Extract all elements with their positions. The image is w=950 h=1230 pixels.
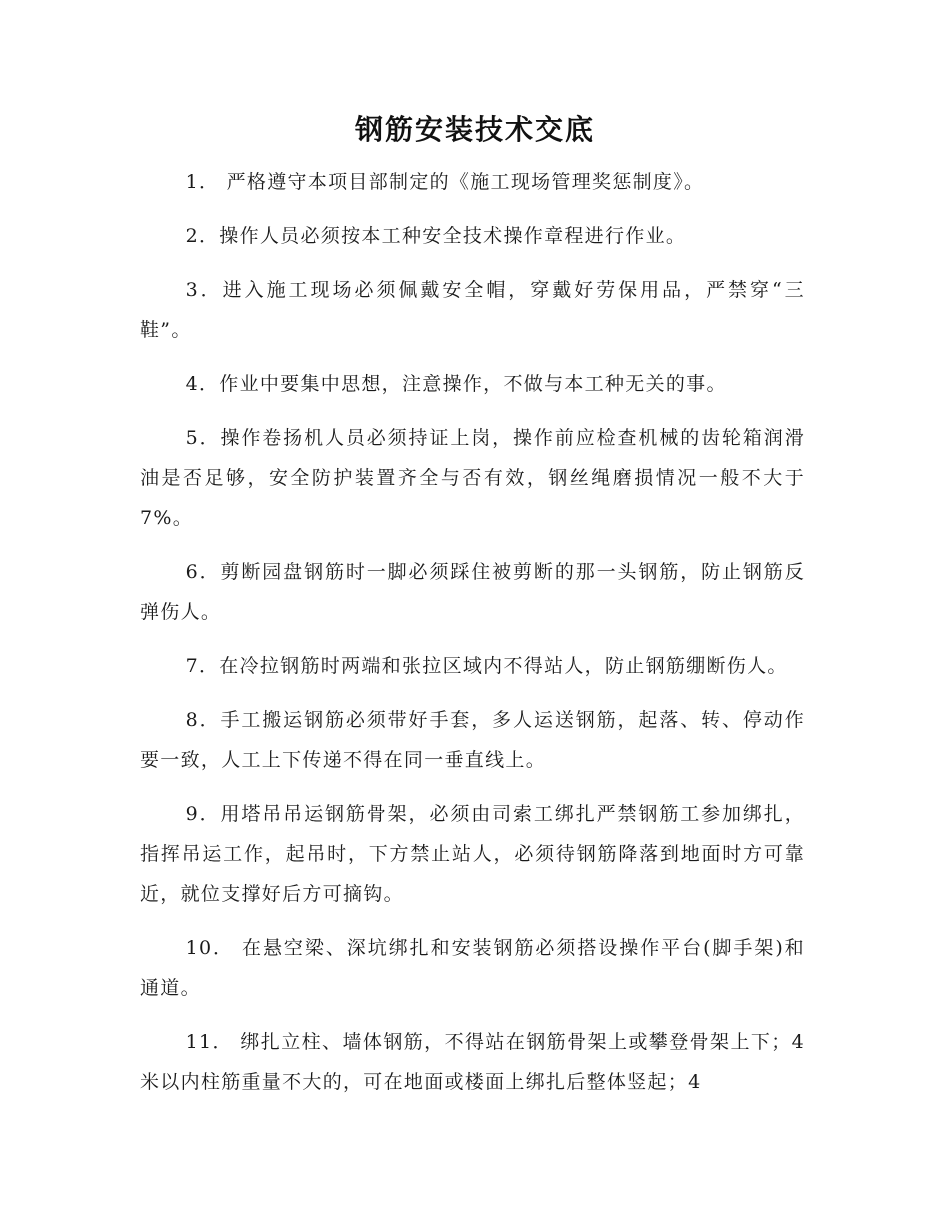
document-body [140, 162, 805, 1116]
paragraph-9: 9．用塔吊吊运钢筋骨架，必须由司索工绑扎严禁钢筋工参加绑扎，指挥吊运工作，起吊时，下方禁止站人，必须待钢筋降落到地面时方可靠近，就位支撑好后方可摘钩。 [140, 803, 805, 905]
paragraph-6: 6．剪断园盘钢筋时一脚必须踩住被剪断的那一头钢筋，防止钢筋反弹伤人。 [140, 561, 805, 623]
paragraph-10: 10． 在悬空梁、深坑绑扎和安装钢筋必须搭设操作平台(脚手架)和通道。 [140, 937, 805, 999]
paragraph-8: 8．手工搬运钢筋必须带好手套，多人运送钢筋，起落、转、停动作要一致，人工上下传递不得在同一垂直线上。 [140, 709, 805, 771]
paragraph-3: 3．进入施工现场必须佩戴安全帽，穿戴好劳保用品，严禁穿“三鞋”。 [140, 279, 805, 341]
paragraph-7: 7．在冷拉钢筋时两端和张拉区域内不得站人，防止钢筋绷断伤人。 [185, 655, 788, 677]
paragraph-2: 2．操作人员必须按本工种安全技术操作章程进行作业。 [185, 225, 687, 247]
paragraph-5: 5．操作卷扬机人员必须持证上岗，操作前应检查机械的齿轮箱润滑油是否足够，安全防护装置齐全与否有效，钢丝绳磨损情况一般不大于7%。 [140, 427, 805, 529]
paragraph-1: 1． 严格遵守本项目部制定的《施工现场管理奖惩制度》。 [185, 171, 705, 193]
document-title: 钢筋安装技术交底 [354, 113, 595, 146]
paragraph-4: 4．作业中要集中思想，注意操作，不做与本工种无关的事。 [185, 373, 727, 395]
paragraph-11: 11． 绑扎立柱、墙体钢筋，不得站在钢筋骨架上或攀登骨架上下；4米以内柱筋重量不大的，可在地面或楼面上绑扎后整体竖起；4 [140, 1031, 805, 1093]
